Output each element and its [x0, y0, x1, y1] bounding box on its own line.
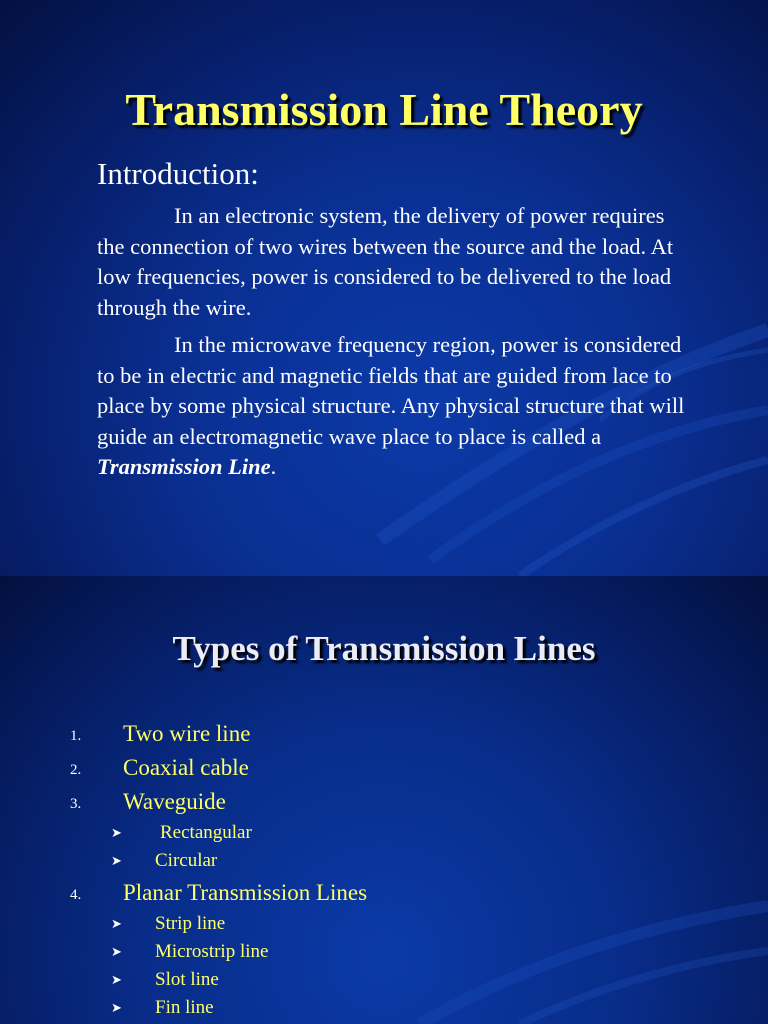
slide-title: Types of Transmission Lines: [172, 629, 596, 668]
sub-list-item-label: Slot line: [155, 969, 219, 990]
list-item-label: Waveguide: [123, 789, 226, 814]
sub-list-item: [0, 819, 768, 847]
list-item-label: Planar Transmission Lines: [123, 880, 368, 905]
list-item-label: Coaxial cable: [123, 755, 249, 780]
sub-list-item-label: Fin line: [155, 997, 214, 1018]
intro-paragraph-2-text: In the microwave frequency region, power is considered to be in electric and magnetic fields that are guided from lace to place by some physical structure. Any physical structure that will guide an electromagnetic wave place to place is called a: [97, 332, 685, 449]
sub-list-item: [0, 994, 768, 1022]
transmission-line-term: Transmission Line: [97, 454, 271, 479]
slide-types-of-transmission-lines: [0, 576, 768, 1024]
intro-paragraph-1-text: In an electronic system, the delivery of power requires the connection of two wires between the source and the load. At low frequencies, power is considered to be delivered to the load through the wire.: [97, 203, 674, 320]
slide-title: Transmission Line Theory: [125, 84, 643, 135]
list-item: [0, 719, 768, 749]
sub-list-item: [0, 847, 768, 875]
list-item-label: Two wire line: [123, 721, 251, 746]
arrow-bullet-icon: ➤: [111, 825, 122, 840]
list-number: 2.: [70, 762, 82, 778]
list-number: 1.: [70, 728, 82, 744]
arrow-bullet-icon: ➤: [111, 853, 122, 868]
introduction-heading: Introduction:: [97, 156, 259, 191]
sub-list-item-label: Rectangular: [160, 822, 252, 843]
intro-paragraph-2-end: .: [270, 454, 277, 479]
sub-list-item-label: Circular: [155, 850, 218, 871]
list-item: [0, 878, 768, 908]
list-number: 3.: [70, 796, 82, 812]
sub-list-item: [0, 938, 768, 966]
list-item: [0, 753, 768, 783]
arrow-bullet-icon: ➤: [111, 1000, 122, 1015]
sub-list-item-label: Microstrip line: [155, 941, 269, 962]
intro-paragraph-1: [97, 201, 687, 323]
arrow-bullet-icon: ➤: [111, 944, 122, 959]
sub-list-item: [0, 966, 768, 994]
sub-list-item: [0, 910, 768, 938]
sub-list-item-label: Strip line: [155, 913, 226, 934]
arrow-bullet-icon: ➤: [111, 916, 122, 931]
intro-paragraph-2: [97, 330, 687, 483]
list-number: 4.: [70, 887, 82, 903]
arrow-bullet-icon: ➤: [111, 972, 122, 987]
list-item: [0, 787, 768, 817]
